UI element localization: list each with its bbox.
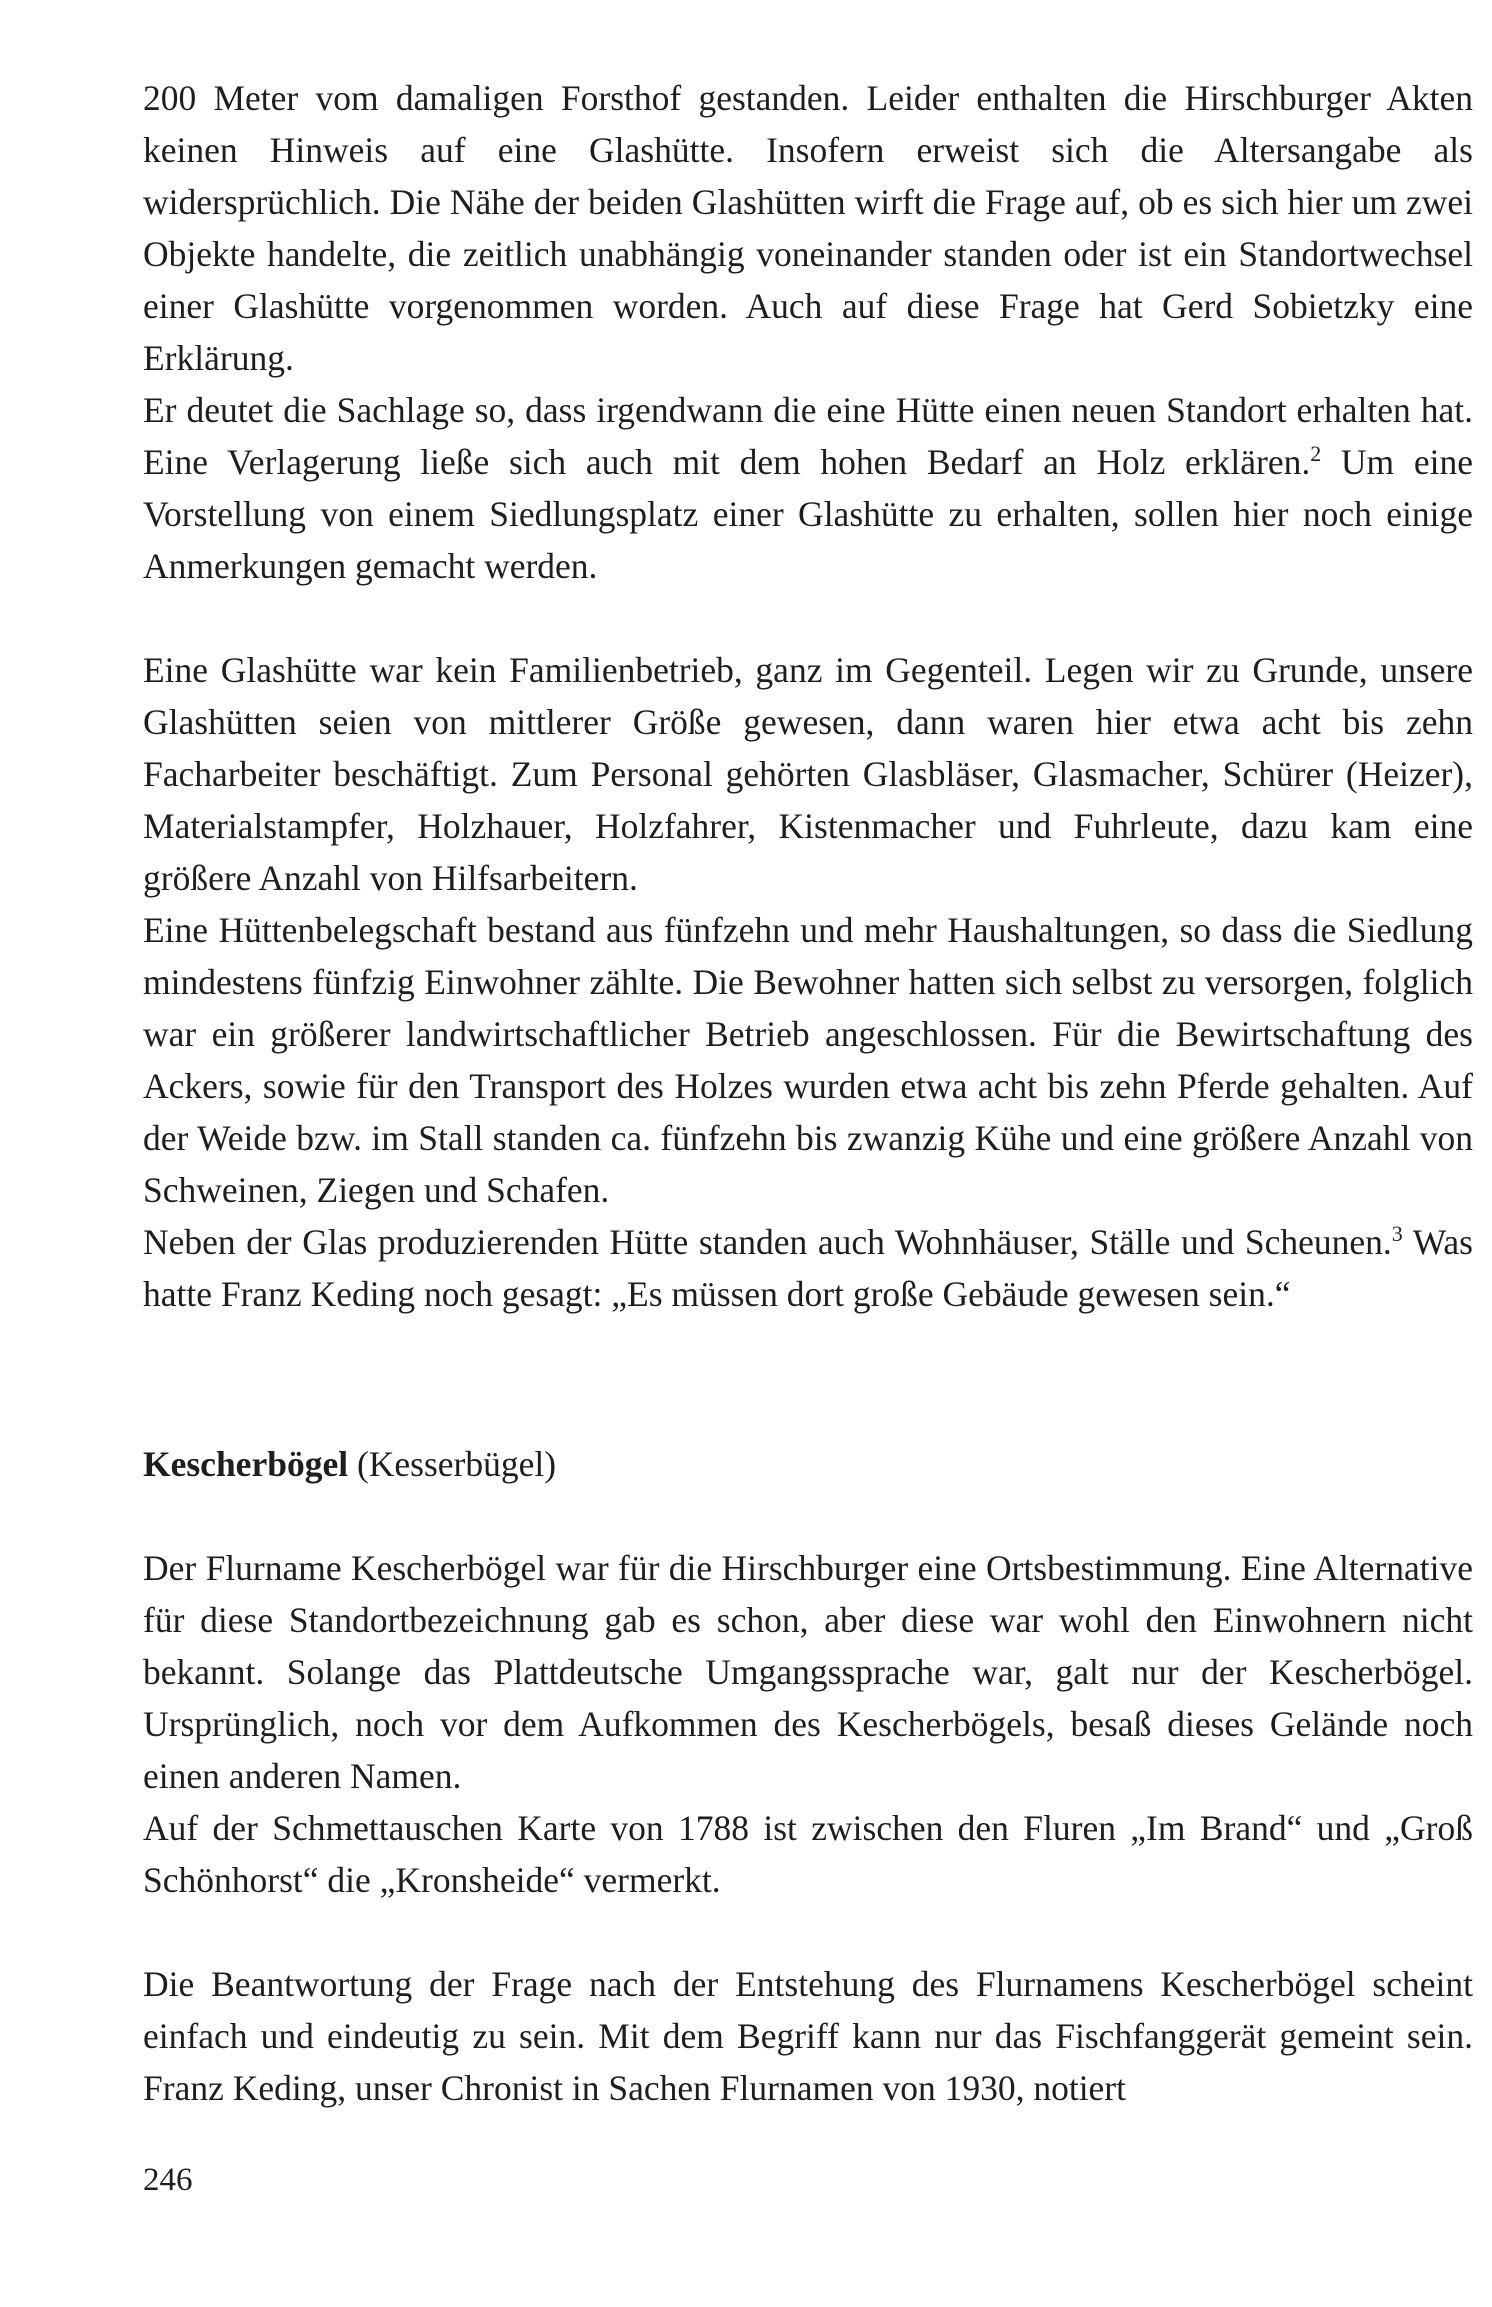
page-number: 246 [143, 2162, 193, 2198]
paragraph-2-text-a: Er deutet die Sachlage so, dass irgendwann die eine Hütte einen neuen Standort erhalten hat. Eine Verlagerung ließe sich auch mit dem hohen Bedarf an Holz erklären. [143, 390, 1473, 482]
paragraph-5 [143, 1216, 1473, 1320]
section-heading-alt: (Kesserbügel) [348, 1444, 557, 1484]
section-heading [143, 1438, 1473, 1490]
paragraph-gap-2 [143, 1906, 1473, 1958]
paragraph-5-text-a: Neben der Glas produzierenden Hütte standen auch Wohnhäuser, Ställe und Scheunen. [143, 1222, 1392, 1262]
paragraph-gap [143, 592, 1473, 644]
paragraph-5-text-b: Was hatte Franz Keding noch gesagt: „Es müssen dort große Gebäude gewesen sein.“ [143, 1222, 1473, 1314]
heading-gap [143, 1490, 1473, 1542]
paragraph-2 [143, 384, 1473, 592]
section-heading-bold: Kescherbögel [143, 1444, 349, 1484]
paragraph-6: Der Flurname Kescherbögel war für die Hirschburger eine Ortsbestimmung. Eine Alternative für diese Standortbezeichnung gab es schon, aber diese war wohl den Einwohnern nicht bekannt. Solange das Plattdeutsche Umgangssprache war, galt nur der Kescherbögel. Ursprünglich, noch vor dem Aufkommen des Kescherbögels, besaß dieses Gelände noch einen anderen Namen. [143, 1548, 1473, 1796]
paragraph-2-text-b: Um eine Vorstellung von einem Siedlungsplatz einer Glashütte zu erhalten, sollen hier noch einige Anmerkungen gemacht werden. [143, 442, 1473, 586]
footnote-ref-2: 2 [1310, 441, 1322, 467]
footnote-ref-3: 3 [1391, 1221, 1403, 1247]
paragraph-3: Eine Glashütte war kein Familienbetrieb, ganz im Gegenteil. Legen wir zu Grunde, unsere Glashütten seien von mittlerer Größe gewesen, dann waren hier etwa acht bis zehn Facharbeiter beschäftigt. Zum Personal gehörten Glasbläser, Glasmacher, Schürer (Heizer), Materialstampfer, Holzhauer, Holzfahrer, Kistenmacher und Fuhrleute, dazu kam eine größere Anzahl von Hilfsarbeitern. [143, 650, 1473, 898]
paragraph-1: 200 Meter vom damaligen Forsthof gestanden. Leider enthalten die Hirschburger Akten keinen Hinweis auf eine Glashütte. Insofern erweist sich die Altersangabe als widersprüchlich. Die Nähe der beiden Glashütten wirft die Frage auf, ob es sich hier um zwei Objekte handelte, die zeitlich unabhängig voneinander standen oder ist ein Standortwechsel einer Glashütte vorgenommen worden. Auch auf diese Frage hat Gerd Sobietzky eine Erklärung. [143, 78, 1473, 378]
paragraph-7: Auf der Schmettauschen Karte von 1788 ist zwischen den Fluren „Im Brand“ und „Groß Schönhorst“ die „Kronsheide“ vermerkt. [143, 1808, 1473, 1900]
paragraph-8: Die Beantwortung der Frage nach der Entstehung des Flurnamens Kescherbögel scheint einfach und eindeutig zu sein. Mit dem Begriff kann nur das Fischfanggerät gemeint sein. Franz Keding, unser Chronist in Sachen Flurnamen von 1930, notiert [143, 1964, 1473, 2108]
section-gap [143, 1320, 1473, 1438]
paragraph-4: Eine Hüttenbelegschaft bestand aus fünfzehn und mehr Haushaltungen, so dass die Siedlung mindestens fünfzig Einwohner zählte. Die Bewohner hatten sich selbst zu versorgen, folglich war ein größerer landwirtschaftlicher Betrieb angeschlossen. Für die Bewirtschaftung des Ackers, sowie für den Transport des Holzes wurden etwa acht bis zehn Pferde gehalten. Auf der Weide bzw. im Stall standen ca. fünfzehn bis zwanzig Kühe und eine größere Anzahl von Schweinen, Ziegen und Schafen. [143, 910, 1473, 1210]
page-body [143, 72, 1473, 2114]
